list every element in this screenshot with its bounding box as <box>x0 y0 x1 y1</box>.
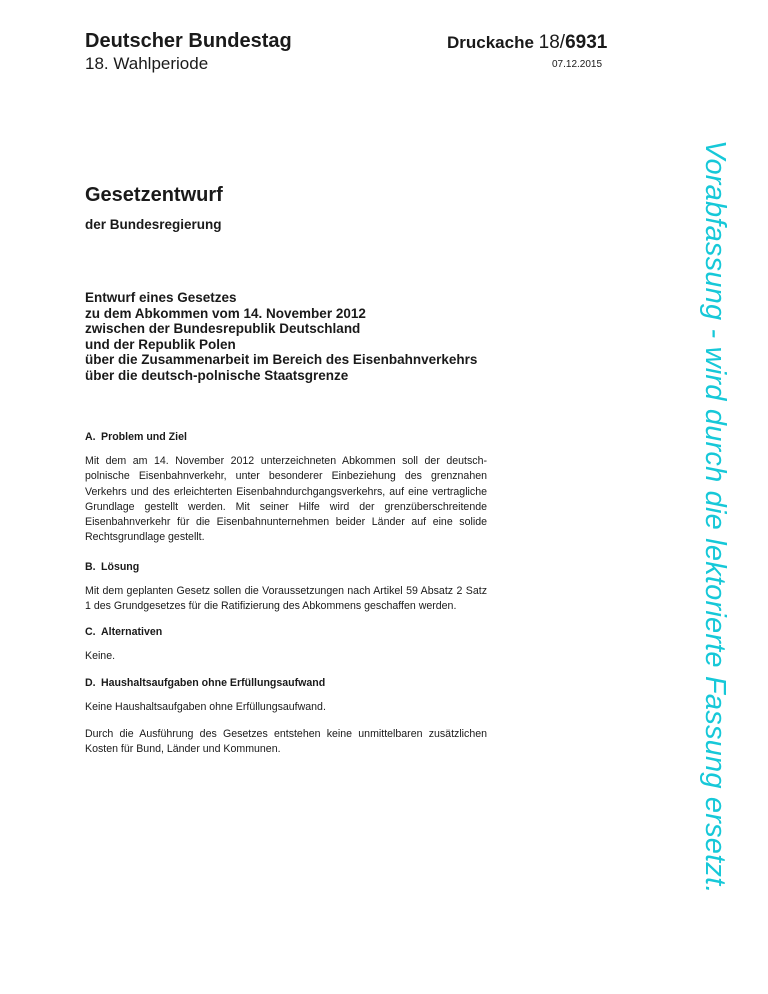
institution-name: Deutscher Bundestag <box>85 30 292 52</box>
preliminary-version-watermark: Vorabfassung - wird durch die lektorierte Fassung ersetzt. <box>699 140 731 894</box>
drucksache-number-main: 6931 <box>565 32 608 53</box>
section-paragraph: Keine. <box>85 650 116 663</box>
section-alternativen <box>85 626 487 664</box>
drucksache-number-prefix: 18/ <box>538 32 566 53</box>
drucksache-reference <box>447 32 607 54</box>
section-heading-text: Lösung <box>101 560 140 573</box>
section-heading <box>85 431 487 444</box>
section-letter: C. <box>85 626 96 639</box>
drucksache-number <box>539 32 608 53</box>
section-letter: B. <box>85 560 96 573</box>
section-paragraph: Durch die Ausführung des Gesetzes entstehen keine unmittelbaren zusätzlichen Kosten für Bund, Länder und Kommunen. <box>85 727 487 756</box>
section-heading-text: Alternativen <box>101 626 163 639</box>
document-sections <box>85 431 487 770</box>
section-paragraph: Mit dem geplanten Gesetz sollen die Voraussetzungen nach Artikel 59 Absatz 2 Satz 1 des Grundgesetzes für die Ratifizierung des Abkommens geschaffen werden. <box>85 584 487 613</box>
legislative-period: 18. Wahlperiode <box>85 54 209 73</box>
document-author: der Bundesregierung <box>85 217 222 232</box>
title-line: und der Republik Polen <box>85 336 236 352</box>
section-paragraph: Mit dem am 14. November 2012 unterzeichneten Abkommen soll der deutsch-polnische Eisenbahnverkehr, unter besonderer Einbeziehung des grenznahen Verkehrs und des erleichterten Eisenbahndurchgangsverkehrs, auf eine vertragliche Grundlage gestellt werden. Mit seiner Hilfe wird der grenzüberschreitende Eisenbahnverkehr für die Eisenbahnunternehmen beider Länder auf eine solide Rechtsgrundlage gestellt. <box>85 455 487 544</box>
title-line: über die deutsch-polnische Staatsgrenze <box>85 367 349 383</box>
section-heading-text: Haushaltsaufgaben ohne Erfüllungsaufwand <box>101 676 326 689</box>
section-heading <box>85 677 487 690</box>
title-line: zwischen der Bundesrepublik Deutschland <box>85 321 361 337</box>
title-line: zu dem Abkommen vom 14. November 2012 <box>85 305 366 321</box>
section-loesung <box>85 561 487 615</box>
document-date: 07.12.2015 <box>552 59 603 70</box>
drucksache-label: Druckache <box>447 33 534 52</box>
section-haushaltsaufgaben <box>85 677 487 758</box>
document-title <box>85 290 477 384</box>
section-heading <box>85 561 487 574</box>
section-letter: D. <box>85 676 96 689</box>
title-line: über die Zusammenarbeit im Bereich des Eisenbahnverkehrs <box>85 352 478 368</box>
section-problem-und-ziel <box>85 431 487 546</box>
document-type: Gesetzentwurf <box>85 184 223 206</box>
section-letter: A. <box>85 431 96 443</box>
section-paragraph: Keine Haushaltsaufgaben ohne Erfüllungsaufwand. <box>85 700 326 713</box>
section-heading-text: Problem und Ziel <box>101 431 187 443</box>
section-heading <box>85 626 487 639</box>
title-line: Entwurf eines Gesetzes <box>85 290 237 305</box>
